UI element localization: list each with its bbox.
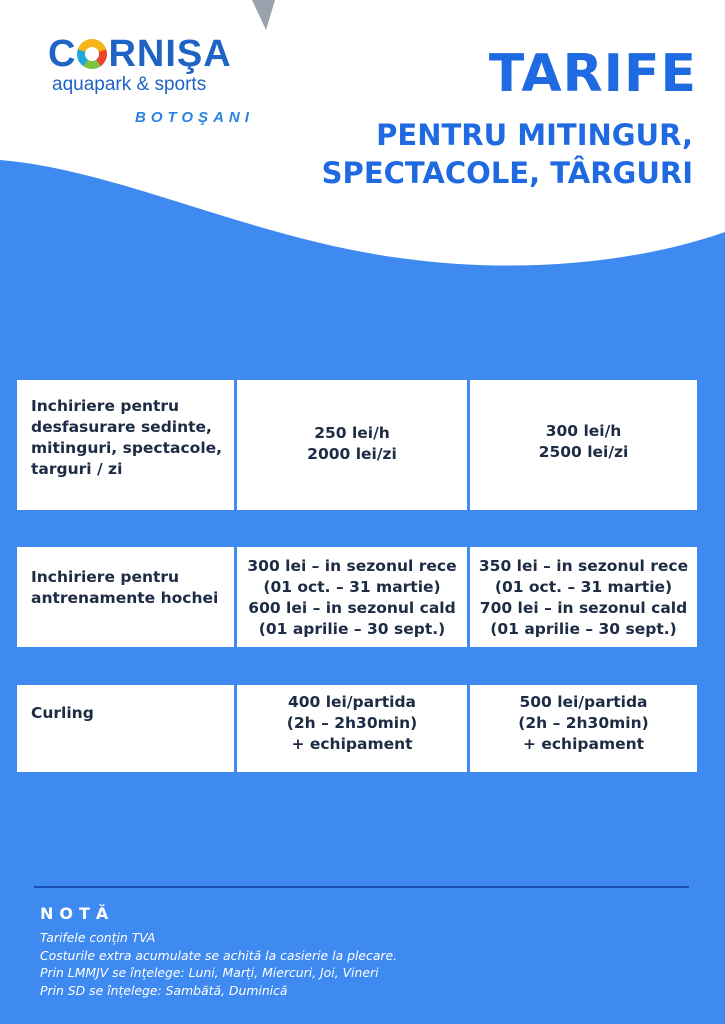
brand-logo xyxy=(48,33,254,134)
row-1-price-col1 xyxy=(237,380,467,510)
row-1-price-col2 xyxy=(470,380,697,510)
note-line: Prin LMMJV se înțelege: Luni, Marți, Miercuri, Joi, Vineri xyxy=(40,965,379,980)
row-1-label-line: targuri / zi xyxy=(31,460,123,478)
price-line: 250 lei/h xyxy=(314,424,390,442)
row-1-label-line: mitinguri, spectacole, xyxy=(31,439,223,457)
row-2-label-line: Inchiriere pentru xyxy=(31,568,180,586)
price-line: 500 lei/partida xyxy=(519,693,648,711)
row-2-price-col2 xyxy=(470,547,697,647)
row-2-label-cell xyxy=(17,547,234,647)
row-1-label-line: Inchiriere pentru xyxy=(31,397,180,415)
price-line: 300 lei/h xyxy=(545,422,622,440)
page-title: TARIFE xyxy=(488,44,697,104)
page-subtitle: PENTRU MITINGUR, SPECTACOLE, TÂRGURI xyxy=(321,118,693,190)
row-3-price-col2 xyxy=(470,685,697,772)
note-line: Tarifele conțin TVA xyxy=(40,930,156,945)
price-line: + echipament xyxy=(522,735,645,753)
row-3-price-col1 xyxy=(237,685,467,772)
price-line: (01 oct. – 31 martie) xyxy=(494,578,673,596)
price-line: 2500 lei/zi xyxy=(538,443,629,461)
price-line: 400 lei/partida xyxy=(287,693,417,711)
price-line: (2h – 2h30min) xyxy=(518,714,649,732)
note-line: Prin SD se înțelege: Sambătă, Duminică xyxy=(40,982,288,998)
row-2-label-line: antrenamente hochei xyxy=(31,589,219,607)
row-1-label-line: desfasurare sedinte, xyxy=(31,418,212,436)
row-1-label-cell xyxy=(17,380,234,510)
row-3-label-cell xyxy=(17,685,234,772)
price-line: (01 aprilie – 30 sept.) xyxy=(258,620,446,638)
logo-swirl-icon xyxy=(77,39,107,69)
price-line: 300 lei – in sezonul rece xyxy=(247,557,457,575)
price-line: (2h – 2h30min) xyxy=(286,714,418,732)
note-divider xyxy=(34,886,689,888)
row-2-price-col1 xyxy=(237,547,467,647)
price-line: 2000 lei/zi xyxy=(307,445,397,463)
price-line: 700 lei – in sezonul cald xyxy=(479,599,688,617)
price-line: 600 lei – in sezonul cald xyxy=(248,599,456,617)
price-line: (01 oct. – 31 martie) xyxy=(263,578,441,596)
note-line: Costurile extra acumulate se achită la casierie la plecare. xyxy=(40,947,398,963)
price-line: + echipament xyxy=(291,735,413,753)
price-line: 350 lei – in sezonul rece xyxy=(478,557,689,575)
logo-city: BOTOŞANI xyxy=(135,109,254,126)
row-3-label-line: Curling xyxy=(31,704,94,722)
note-text xyxy=(40,929,397,999)
note-title: NOTĂ xyxy=(40,904,115,923)
logo-wordmark: C RNIŞA xyxy=(48,33,232,75)
price-line: (01 aprilie – 30 sept.) xyxy=(490,620,677,638)
logo-tagline: aquapark & sports xyxy=(52,74,207,95)
